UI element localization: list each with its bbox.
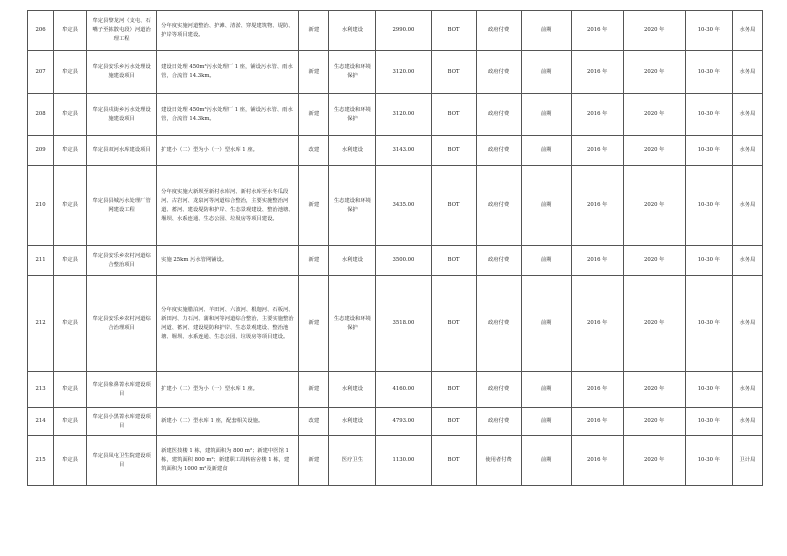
end-year-cell: 2020 年 bbox=[623, 51, 685, 94]
stage-cell: 前期 bbox=[521, 372, 571, 408]
investment-amount-cell: 4793.00 bbox=[376, 408, 431, 436]
operation-mode-cell: BOT bbox=[431, 276, 476, 372]
table-row bbox=[28, 94, 763, 136]
construction-type-cell: 新建 bbox=[299, 51, 329, 94]
county-cell: 牟定县 bbox=[54, 136, 87, 166]
construction-type-cell: 改建 bbox=[299, 136, 329, 166]
investment-amount-cell: 3500.00 bbox=[376, 246, 431, 276]
cooperation-period-cell: 10-30 年 bbox=[685, 436, 732, 486]
county-cell: 牟定县 bbox=[54, 246, 87, 276]
category-cell: 生态建设和环境保护 bbox=[329, 276, 376, 372]
end-year-cell: 2020 年 bbox=[623, 436, 685, 486]
county-cell: 牟定县 bbox=[54, 51, 87, 94]
department-cell: 水务局 bbox=[732, 372, 762, 408]
cooperation-period-cell: 10-30 年 bbox=[685, 246, 732, 276]
project-description-cell: 扩建小（二）型为小（一）型水库 1 座。 bbox=[157, 136, 299, 166]
cooperation-period-cell: 10-30 年 bbox=[685, 11, 732, 51]
cooperation-period-cell: 10-30 年 bbox=[685, 94, 732, 136]
start-year-cell: 2016 年 bbox=[571, 51, 623, 94]
table-row bbox=[28, 51, 763, 94]
category-cell: 医疗卫生 bbox=[329, 436, 376, 486]
start-year-cell: 2016 年 bbox=[571, 94, 623, 136]
county-cell: 牟定县 bbox=[54, 436, 87, 486]
category-cell: 生态建设和环境保护 bbox=[329, 166, 376, 246]
investment-amount-cell: 3120.00 bbox=[376, 51, 431, 94]
investment-amount-cell: 3120.00 bbox=[376, 94, 431, 136]
stage-cell: 前期 bbox=[521, 94, 571, 136]
category-cell: 生态建设和环境保护 bbox=[329, 51, 376, 94]
investment-amount-cell: 3518.00 bbox=[376, 276, 431, 372]
start-year-cell: 2016 年 bbox=[571, 11, 623, 51]
project-name-cell: 牟定县象鼻箐水库建设项目 bbox=[87, 372, 157, 408]
operation-mode-cell: BOT bbox=[431, 136, 476, 166]
row-number: 209 bbox=[28, 136, 54, 166]
end-year-cell: 2020 年 bbox=[623, 166, 685, 246]
table-row bbox=[28, 276, 763, 372]
start-year-cell: 2016 年 bbox=[571, 372, 623, 408]
payment-mechanism-cell: 政府付费 bbox=[476, 136, 521, 166]
project-description-cell: 分年度实施河道整治、护滩、清淤、穿堤建筑物、堤防、护岸等项目建设。 bbox=[157, 11, 299, 51]
construction-type-cell: 新建 bbox=[299, 11, 329, 51]
operation-mode-cell: BOT bbox=[431, 408, 476, 436]
payment-mechanism-cell: 政府付费 bbox=[476, 94, 521, 136]
category-cell: 水利建设 bbox=[329, 372, 376, 408]
payment-mechanism-cell: 使用者付费 bbox=[476, 436, 521, 486]
department-cell: 水务局 bbox=[732, 276, 762, 372]
stage-cell: 前期 bbox=[521, 246, 571, 276]
construction-type-cell: 新建 bbox=[299, 436, 329, 486]
project-name-cell: 牟定县县城污水处理厂管网建设工程 bbox=[87, 166, 157, 246]
end-year-cell: 2020 年 bbox=[623, 136, 685, 166]
row-number: 214 bbox=[28, 408, 54, 436]
stage-cell: 前期 bbox=[521, 436, 571, 486]
investment-amount-cell: 4160.00 bbox=[376, 372, 431, 408]
table-row bbox=[28, 166, 763, 246]
payment-mechanism-cell: 政府付费 bbox=[476, 276, 521, 372]
project-table bbox=[27, 10, 763, 486]
project-table-sheet bbox=[27, 10, 763, 486]
payment-mechanism-cell: 政府付费 bbox=[476, 51, 521, 94]
start-year-cell: 2016 年 bbox=[571, 276, 623, 372]
end-year-cell: 2020 年 bbox=[623, 408, 685, 436]
end-year-cell: 2020 年 bbox=[623, 276, 685, 372]
start-year-cell: 2016 年 bbox=[571, 246, 623, 276]
project-name-cell: 牟定县戌街乡污水处理设施建设项目 bbox=[87, 94, 157, 136]
start-year-cell: 2016 年 bbox=[571, 408, 623, 436]
stage-cell: 前期 bbox=[521, 51, 571, 94]
project-name-cell: 牟定县黎龙河（支屯、石嘴子至拣散屯段）河道治理工程 bbox=[87, 11, 157, 51]
operation-mode-cell: BOT bbox=[431, 436, 476, 486]
cooperation-period-cell: 10-30 年 bbox=[685, 276, 732, 372]
project-name-cell: 牟定县小黑箐水库建设项目 bbox=[87, 408, 157, 436]
table-row bbox=[28, 246, 763, 276]
stage-cell: 前期 bbox=[521, 136, 571, 166]
payment-mechanism-cell: 政府付费 bbox=[476, 372, 521, 408]
row-number: 215 bbox=[28, 436, 54, 486]
project-description-cell: 新建医技楼 1 栋，建筑面积为 800 m²；新建中医馆 1 栋，建筑面积 800 m²；新建职工周转宿舍楼 1 栋，建筑面积为 1000 m²及新建食 bbox=[157, 436, 299, 486]
construction-type-cell: 新建 bbox=[299, 372, 329, 408]
department-cell: 水务局 bbox=[732, 11, 762, 51]
construction-type-cell: 新建 bbox=[299, 94, 329, 136]
county-cell: 牟定县 bbox=[54, 94, 87, 136]
investment-amount-cell: 3435.00 bbox=[376, 166, 431, 246]
row-number: 210 bbox=[28, 166, 54, 246]
row-number: 211 bbox=[28, 246, 54, 276]
category-cell: 水利建设 bbox=[329, 136, 376, 166]
project-name-cell: 牟定县安乐乡污水处理设施建设项目 bbox=[87, 51, 157, 94]
construction-type-cell: 新建 bbox=[299, 166, 329, 246]
project-description-cell: 建设日处理 450m³污水处理厂 1 座，铺设污水管、雨水管，合流管 14.3km。 bbox=[157, 51, 299, 94]
operation-mode-cell: BOT bbox=[431, 51, 476, 94]
start-year-cell: 2016 年 bbox=[571, 436, 623, 486]
project-description-cell: 建设日处理 450m³污水处理厂 1 座，铺设污水管、雨水管，合流管 14.3km。 bbox=[157, 94, 299, 136]
department-cell: 水务局 bbox=[732, 246, 762, 276]
payment-mechanism-cell: 政府付费 bbox=[476, 408, 521, 436]
county-cell: 牟定县 bbox=[54, 372, 87, 408]
cooperation-period-cell: 10-30 年 bbox=[685, 166, 732, 246]
project-name-cell: 牟定县凤屯卫生院建设项目 bbox=[87, 436, 157, 486]
table-row bbox=[28, 436, 763, 486]
department-cell: 卫计局 bbox=[732, 436, 762, 486]
cooperation-period-cell: 10-30 年 bbox=[685, 51, 732, 94]
construction-type-cell: 新建 bbox=[299, 276, 329, 372]
operation-mode-cell: BOT bbox=[431, 372, 476, 408]
county-cell: 牟定县 bbox=[54, 276, 87, 372]
project-description-cell: 实施 25km 污水管网铺设。 bbox=[157, 246, 299, 276]
payment-mechanism-cell: 政府付费 bbox=[476, 246, 521, 276]
operation-mode-cell: BOT bbox=[431, 11, 476, 51]
row-number: 212 bbox=[28, 276, 54, 372]
start-year-cell: 2016 年 bbox=[571, 136, 623, 166]
table-row bbox=[28, 11, 763, 51]
investment-amount-cell: 2990.00 bbox=[376, 11, 431, 51]
payment-mechanism-cell: 政府付费 bbox=[476, 11, 521, 51]
project-description-cell: 新建小（二）型水库 1 座，配套相关设施。 bbox=[157, 408, 299, 436]
stage-cell: 前期 bbox=[521, 276, 571, 372]
project-description-cell: 分年度实施大新坝至新村水库河、新村水库至水冬瓜段河、古岩河、龙泉河等河道综合整治，主要实施整治河道、蓄河、建设堤防和护岸、生态景观建设、整治池塘、堰坝、水系连通、生态公园、垃圾房等项目建设。 bbox=[157, 166, 299, 246]
category-cell: 水利建设 bbox=[329, 246, 376, 276]
end-year-cell: 2020 年 bbox=[623, 94, 685, 136]
department-cell: 水务局 bbox=[732, 51, 762, 94]
row-number: 207 bbox=[28, 51, 54, 94]
investment-amount-cell: 1130.00 bbox=[376, 436, 431, 486]
operation-mode-cell: BOT bbox=[431, 94, 476, 136]
row-number: 208 bbox=[28, 94, 54, 136]
payment-mechanism-cell: 政府付费 bbox=[476, 166, 521, 246]
end-year-cell: 2020 年 bbox=[623, 246, 685, 276]
county-cell: 牟定县 bbox=[54, 166, 87, 246]
department-cell: 水务局 bbox=[732, 136, 762, 166]
cooperation-period-cell: 10-30 年 bbox=[685, 372, 732, 408]
project-description-cell: 分年度实施腊泊河、羊田河、六波河、根迦河、石板河、新田河、力石河、蒲和河等河道综合整治，主要实施整治河道、蓄河、建设堤防和护岸、生态景观建设、整治池塘、堰坝、水系连通、生态公园、垃圾房等项目建设。 bbox=[157, 276, 299, 372]
stage-cell: 前期 bbox=[521, 408, 571, 436]
category-cell: 水利建设 bbox=[329, 408, 376, 436]
table-row bbox=[28, 372, 763, 408]
stage-cell: 前期 bbox=[521, 11, 571, 51]
stage-cell: 前期 bbox=[521, 166, 571, 246]
cooperation-period-cell: 10-30 年 bbox=[685, 408, 732, 436]
end-year-cell: 2020 年 bbox=[623, 11, 685, 51]
row-number: 206 bbox=[28, 11, 54, 51]
project-name-cell: 牟定县安乐乡农村河道综合治理项目 bbox=[87, 276, 157, 372]
project-name-cell: 牟定县双河水库建设项目 bbox=[87, 136, 157, 166]
project-name-cell: 牟定县安乐乡农村河道综合整治项目 bbox=[87, 246, 157, 276]
operation-mode-cell: BOT bbox=[431, 246, 476, 276]
department-cell: 水务局 bbox=[732, 408, 762, 436]
cooperation-period-cell: 10-30 年 bbox=[685, 136, 732, 166]
row-number: 213 bbox=[28, 372, 54, 408]
end-year-cell: 2020 年 bbox=[623, 372, 685, 408]
category-cell: 生态建设和环境保护 bbox=[329, 94, 376, 136]
table-row bbox=[28, 408, 763, 436]
table-row bbox=[28, 136, 763, 166]
department-cell: 水务局 bbox=[732, 166, 762, 246]
construction-type-cell: 改建 bbox=[299, 408, 329, 436]
operation-mode-cell: BOT bbox=[431, 166, 476, 246]
investment-amount-cell: 3143.00 bbox=[376, 136, 431, 166]
start-year-cell: 2016 年 bbox=[571, 166, 623, 246]
construction-type-cell: 新建 bbox=[299, 246, 329, 276]
category-cell: 水利建设 bbox=[329, 11, 376, 51]
county-cell: 牟定县 bbox=[54, 11, 87, 51]
department-cell: 水务局 bbox=[732, 94, 762, 136]
county-cell: 牟定县 bbox=[54, 408, 87, 436]
project-description-cell: 扩建小（二）型为小（一）型水库 1 座。 bbox=[157, 372, 299, 408]
